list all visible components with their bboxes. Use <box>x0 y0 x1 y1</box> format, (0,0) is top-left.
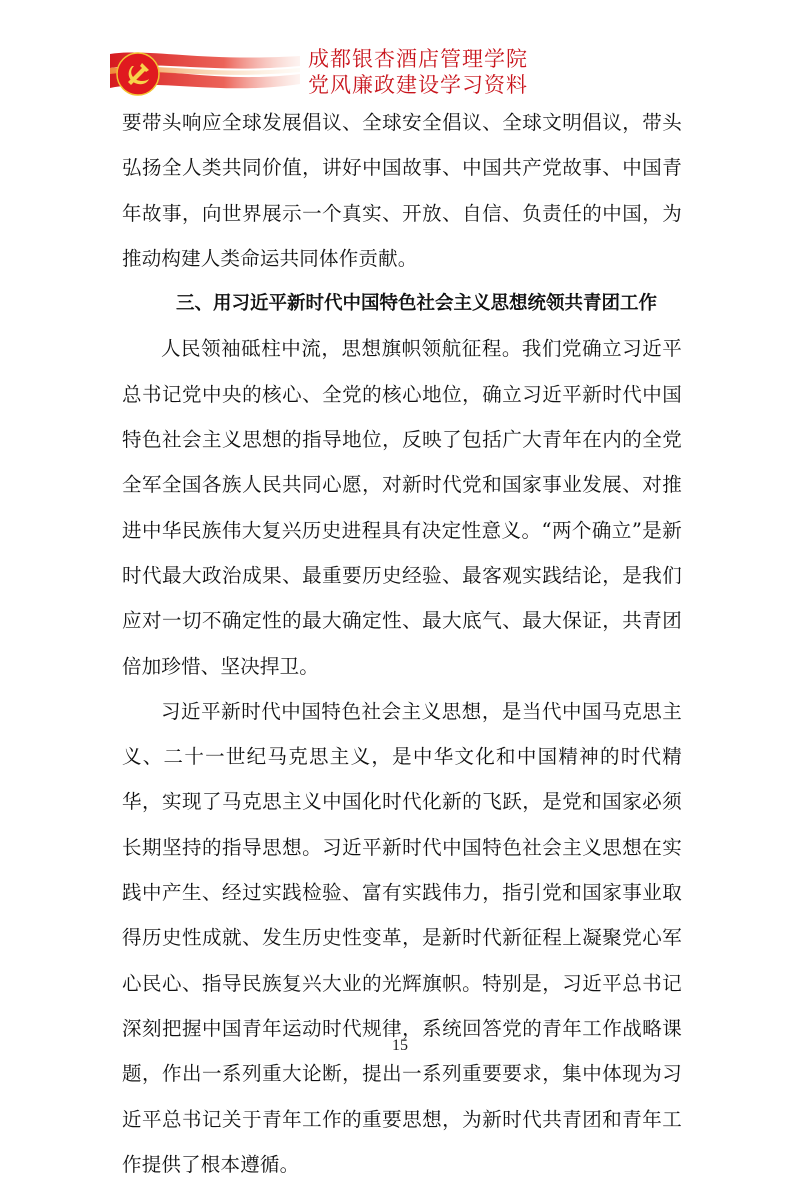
document-body <box>122 100 682 1187</box>
party-emblem-icon <box>116 52 160 96</box>
header-school-name: 成都银杏酒店管理学院 <box>308 47 528 71</box>
document-header <box>110 44 690 102</box>
section-heading: 三、用习近平新时代中国特色社会主义思想统领共青团工作 <box>176 293 658 315</box>
header-subtitle: 党风廉政建设学习资料 <box>308 73 528 97</box>
paragraph-continuation: 要带头响应全球发展倡议、全球安全倡议、全球文明倡议，带头弘扬全人类共同价值，讲好中国故事、中国共产党故事、中国青年故事，向世界展示一个真实、开放、自信、负责任的中国，为推动构建人类命运共同体作贡献。 <box>122 111 682 270</box>
paragraph-xi-thought: 习近平新时代中国特色社会主义思想，是当代中国马克思主义、二十一世纪马克思主义，是中华文化和中国精神的时代精华，实现了马克思主义中国化时代化新的飞跃，是党和国家必须长期坚持的指导思想。习近平新时代中国特色社会主义思想在实践中产生、经过实践检验、富有实践伟力，指引党和国家事业取得历史性成就、发生历史性变革，是新时代新征程上凝聚党心军心民心、指导民族复兴大业的光辉旗帜。特别是，习近平总书记深刻把握中国青年运动时代规律，系统回答党的青年工作战略课题，作出一系列重大论断，提出一系列重要要求，集中体现为习近平总书记关于青年工作的重要思想，为新时代共青团和青年工作提供了根本遵循。 <box>122 699 682 1176</box>
header-titles <box>308 46 688 98</box>
paragraph-two-establishments: 人民领袖砥柱中流，思想旗帜领航征程。我们党确立习近平总书记党中央的核心、全党的核心地位，确立习近平新时代中国特色社会主义思想的指导地位，反映了包括广大青年在内的全党全军全国各族人民共同心愿，对新时代党和国家事业发展、对推进中华民族伟大复兴历史进程具有决定性意义。“两个确立”是新时代最大政治成果、最重要历史经验、最客观实践结论，是我们应对一切不确定性的最大确定性、最大底气、最大保证，共青团倍加珍惜、坚决捍卫。 <box>122 337 682 678</box>
page-number: 15 <box>392 1037 408 1054</box>
